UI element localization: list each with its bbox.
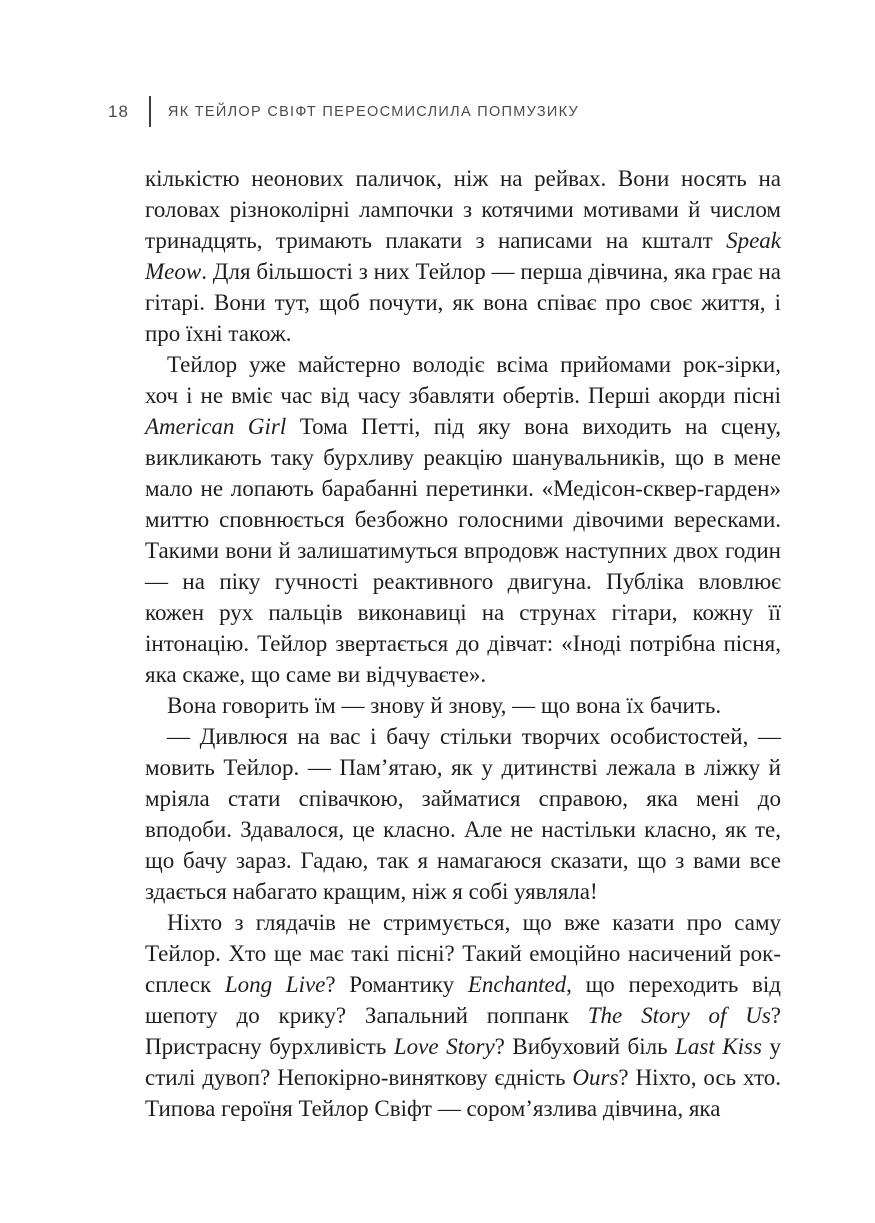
- text-run: ? Пристрасну бурхливість: [145, 1003, 781, 1059]
- text-run: — Дивлюся на вас і бачу стільки творчих особистостей, — мовить Тейлор. — Пам’ятаю, як у дитинстві лежала в ліжку й мріяла стати співачкою, займатися справою, яка мені до вподоби. Здавалося, це класно. Але не настільки класно, як те, що бачу зараз. Гадаю, так я намагаюся сказати, що з вами все здається набагато кращим, ніж я собі уявляла!: [145, 724, 781, 904]
- text-run: ? Вибуховий біль: [494, 1034, 676, 1059]
- text-run: ? Ніхто, ось хто. Типова героїня Тейлор Свіфт — сором’язлива дівчина, яка: [145, 1065, 781, 1121]
- running-header: [108, 96, 579, 127]
- song-title-italic: Last Kiss: [675, 1034, 762, 1059]
- paragraph: [145, 349, 781, 690]
- paragraph: [145, 690, 781, 721]
- text-run: Тейлор уже майстерно володіє всіма прийомами рок-зірки, хоч і не вміє час від часу збавляти обертів. Перші акорди пісні: [145, 352, 781, 408]
- paragraph: [145, 721, 781, 907]
- song-title-italic: Enchanted: [467, 972, 567, 997]
- song-title-italic: Ours: [572, 1065, 619, 1090]
- text-run: кількістю неонових паличок, ніж на рейвах. Вони носять на головах різноколірні лампочки з котячими мотивами й числом тринадцять, тримають плакати з написами на кшталт: [145, 166, 781, 253]
- running-header-title: ЯК ТЕЙЛОР СВІФТ ПЕРЕОСМИСЛИЛА ПОПМУЗИКУ: [167, 103, 580, 120]
- text-run: Ніхто з глядачів не стримується, що вже казати про саму Тейлор. Хто ще має такі пісні? Такий емоційно насичений рок-сплеск: [145, 910, 781, 997]
- paragraph: [145, 907, 781, 1124]
- text-run: ? Романтику: [325, 972, 468, 997]
- page-number: 18: [108, 101, 129, 121]
- song-title-italic: American Girl: [145, 414, 287, 439]
- text-run: . Для більшості з них Тейлор — перша дівчина, яка грає на гітарі. Вони тут, щоб почути, як вона співає про своє життя, і про їхні також.: [145, 259, 781, 346]
- song-title-italic: The Story of Us: [587, 1003, 771, 1028]
- text-run: у стилі дувоп? Непокірно-виняткову єдність: [145, 1034, 781, 1090]
- text-run: Тома Петті, під яку вона виходить на сцену, викликають таку бурхливу реакцію шанувальників, що в мене мало не лопають барабанні перетинки. «Медісон-сквер-гарден» миттю сповнюється безбожно голосними дівочими вересками. Такими вони й залишатимуться впродовж наступних двох годин — на піку гучності реактивного двигуна. Публіка вловлює кожен рух пальців виконавиці на струнах гітари, кожну її інтонацію. Тейлор звертається до дівчат: «Іноді потрібна пісня, яка скаже, що саме ви відчуваєте».: [145, 414, 782, 687]
- text-run: , що переходить від шепоту до крику? Запальний поппанк: [145, 972, 781, 1028]
- body-text: [145, 163, 781, 1124]
- paragraph: [145, 163, 781, 349]
- song-title-italic: Love Story: [393, 1034, 495, 1059]
- song-title-italic: Speak Meow: [145, 228, 781, 284]
- text-run: Вона говорить їм — знову й знову, — що вона їх бачить.: [167, 693, 722, 718]
- header-divider: [149, 96, 151, 127]
- song-title-italic: Long Live: [224, 972, 326, 997]
